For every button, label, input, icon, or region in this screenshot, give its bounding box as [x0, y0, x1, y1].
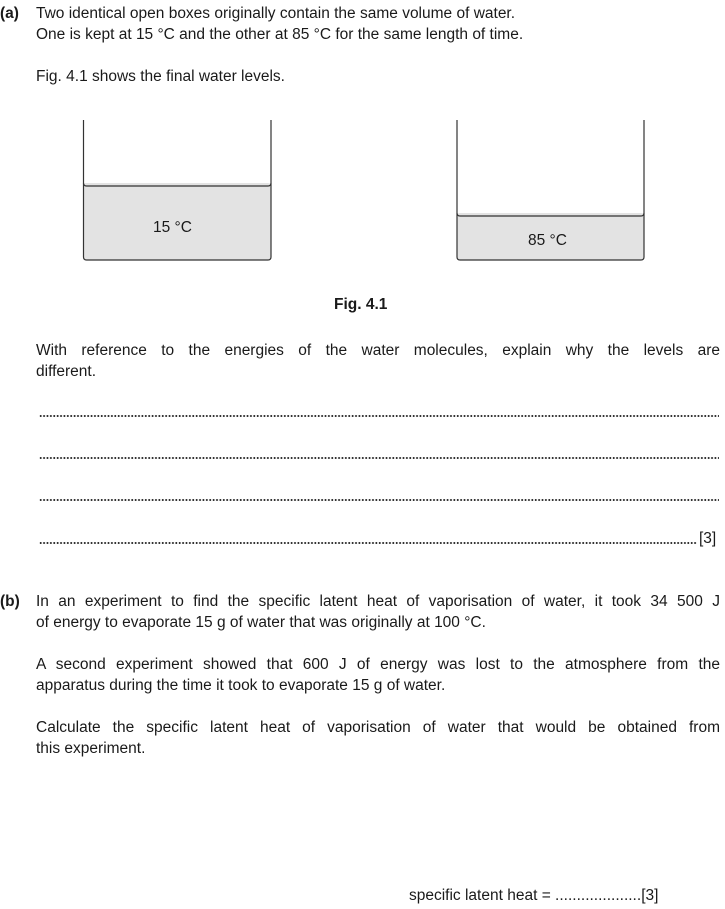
box-left-label: 15 °C: [153, 219, 192, 236]
box-15c: [84, 120, 272, 260]
answer-field[interactable]: [409, 887, 658, 905]
figure-caption: Fig. 4.1: [334, 296, 388, 313]
part-b-para3-line1: Calculate the specific latent heat of vaporisation of water that would be obtained from: [36, 719, 720, 736]
answer-line-4[interactable]: [39, 541, 697, 545]
part-b-label: (b): [0, 593, 20, 610]
question-a-line2: different.: [36, 363, 97, 380]
part-b-para1-line2: of energy to evaporate 15 g of water that was originally at 100 °C.: [36, 614, 486, 631]
answer-line-2[interactable]: [39, 456, 719, 460]
box-right-label: 85 °C: [528, 232, 567, 249]
marks-a: [3]: [699, 530, 717, 547]
figure-4-1: [0, 0, 725, 300]
part-a-label: (a): [0, 5, 19, 22]
answer-label: specific latent heat =: [409, 887, 556, 904]
question-a-line1: With reference to the energies of the water molecules, explain why the levels are: [36, 342, 720, 359]
marks-b: [3]: [641, 887, 659, 904]
answer-line-1[interactable]: [39, 414, 719, 418]
part-b-para2-line2: apparatus during the time it took to evaporate 15 g of water.: [36, 677, 446, 694]
part-b-para2-line1: A second experiment showed that 600 J of energy was lost to the atmosphere from the: [36, 656, 720, 673]
part-a-line2: One is kept at 15 °C and the other at 85 °C for the same length of time.: [36, 26, 524, 43]
answer-blank[interactable]: ....................: [555, 887, 642, 904]
part-b-para1-line1: In an experiment to find the specific latent heat of vaporisation of water, it took 34 500 J: [36, 593, 720, 610]
figure-intro: Fig. 4.1 shows the final water levels.: [36, 68, 285, 85]
answer-line-3[interactable]: [39, 498, 719, 502]
part-b-para3-line2: this experiment.: [36, 740, 146, 757]
part-a-line1: Two identical open boxes originally contain the same volume of water.: [36, 5, 516, 22]
